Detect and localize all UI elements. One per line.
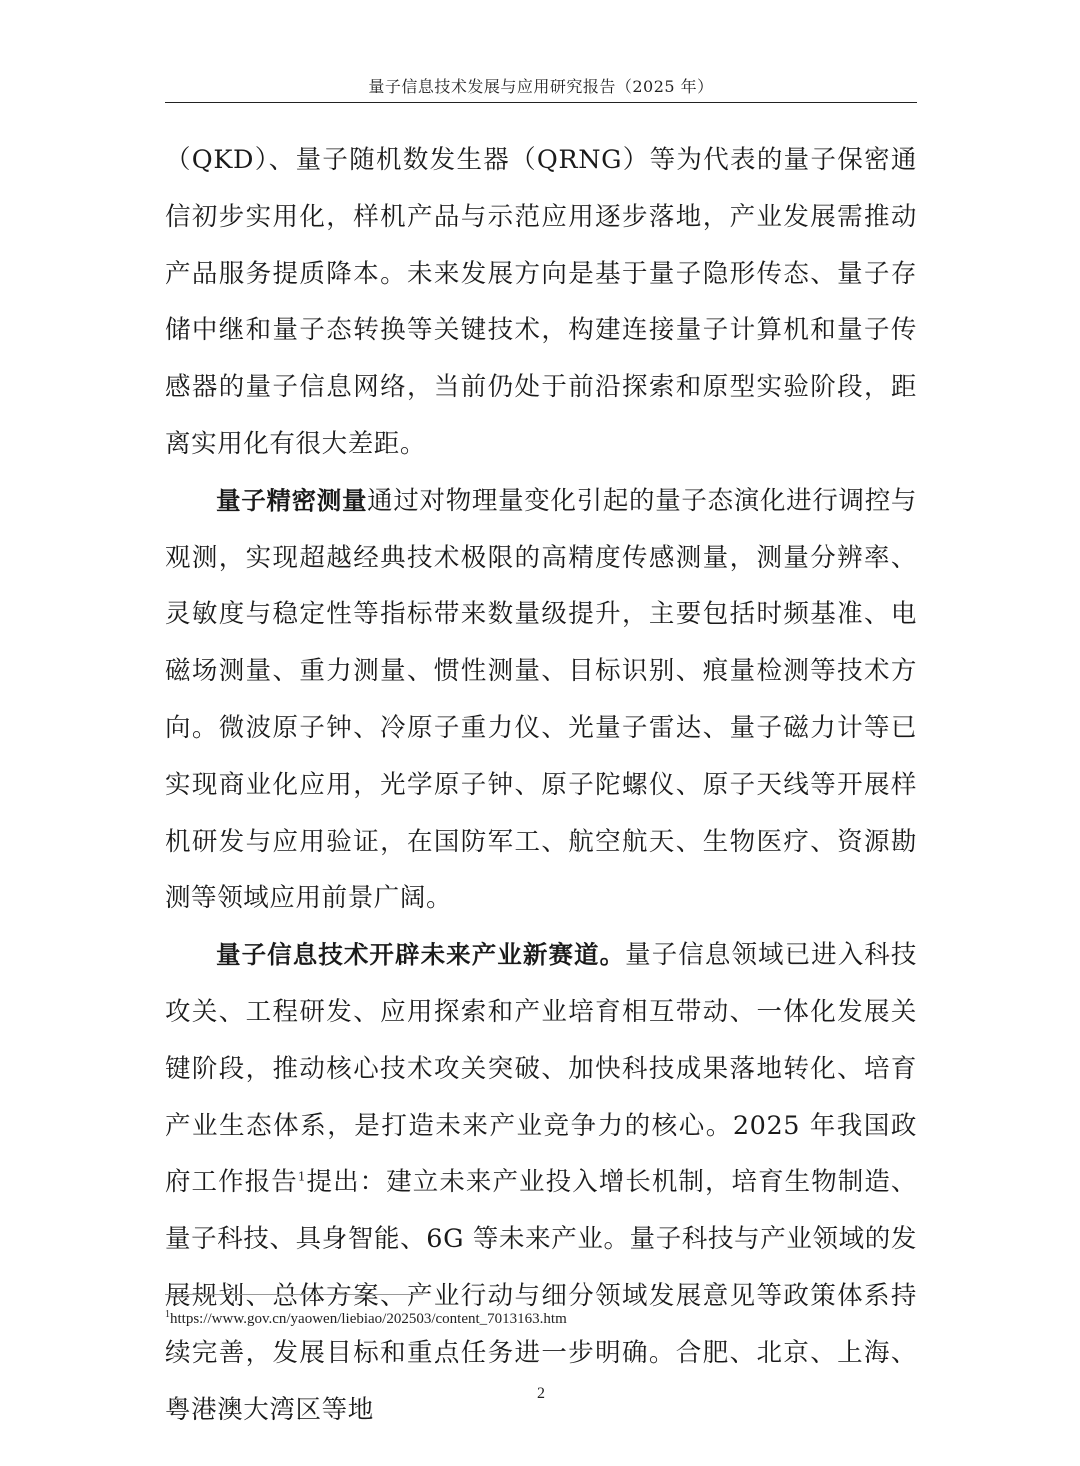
running-header: 量子信息技术发展与应用研究报告（2025 年） — [368, 77, 714, 96]
page-number: 2 — [537, 1385, 545, 1402]
footnote-rule — [165, 1294, 423, 1295]
footnote-marker: 1 — [165, 1309, 170, 1320]
paragraph-3-text-b: 提出：建立未来产业投入增长机制，培育生物制造、量子科技、具身智能、6G 等未来产业。量子科技与产业领域的发展规划、总体方案、产业行动与细分领域发展意见等政策体系持续完善，发展目标和重点任务进一步明确。合肥、北京、上海、粤港澳大湾区等地 — [165, 1167, 917, 1425]
paragraph-3-heading: 量子信息技术开辟未来产业新赛道。 — [216, 940, 626, 970]
footnote-link[interactable]: https://www.gov.cn/yaowen/liebiao/202503/content_7013163.htm — [170, 1311, 567, 1327]
paragraph-2-heading: 量子精密测量 — [216, 485, 368, 515]
paragraph-3 — [165, 927, 917, 1438]
paragraph-2 — [165, 473, 917, 927]
footnote — [165, 1305, 917, 1329]
body-text — [165, 132, 917, 1438]
header-rule — [165, 102, 917, 103]
footnote-reference[interactable]: 1 — [297, 1169, 307, 1184]
paragraph-1: （QKD）、量子随机数发生器（QRNG）等为代表的量子保密通信初步实用化，样机产品与示范应用逐步落地，产业发展需推动产品服务提质降本。未来发展方向是基于量子隐形传态、量子存储中继和量子态转换等关键技术，构建连接量子计算机和量子传感器的量子信息网络，当前仍处于前沿探索和原型实验阶段，距离实用化有很大差距。 — [165, 145, 917, 459]
paragraph-2-text: 通过对物理量变化引起的量子态演化进行调控与观测，实现超越经典技术极限的高精度传感测量，测量分辨率、灵敏度与稳定性等指标带来数量级提升，主要包括时频基准、电磁场测量、重力测量、惯性测量、目标识别、痕量检测等技术方向。微波原子钟、冷原子重力仪、光量子雷达、量子磁力计等已实现商业化应用，光学原子钟、原子陀螺仪、原子天线等开展样机研发与应用验证，在国防军工、航空航天、生物医疗、资源勘测等领域应用前景广阔。 — [165, 485, 917, 914]
paragraph-3-text-a: 量子信息领域已进入科技攻关、工程研发、应用探索和产业培育相互带动、一体化发展关键阶段，推动核心技术攻关突破、加快科技成果落地转化、培育产业生态体系，是打造未来产业竞争力的核心。2025 年我国政府工作报告 — [165, 940, 917, 1198]
